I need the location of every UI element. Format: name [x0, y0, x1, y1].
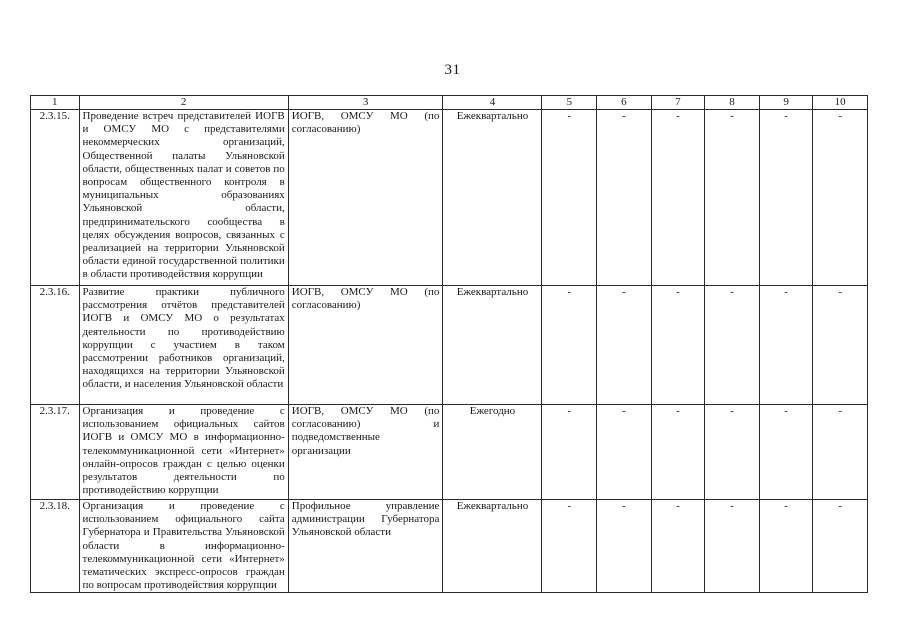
executor: ИОГВ, ОМСУ МО (по согласованию): [288, 286, 443, 405]
value-cell: -: [597, 110, 652, 286]
value-cell: -: [759, 110, 813, 286]
table-row: [31, 500, 868, 593]
value-cell: -: [597, 500, 652, 593]
value-cell: -: [651, 405, 705, 500]
header-row: [31, 96, 868, 110]
value-cell: -: [651, 500, 705, 593]
value-cell: -: [542, 500, 597, 593]
column-header: 6: [597, 96, 652, 110]
value-cell: -: [597, 286, 652, 405]
value-cell: -: [542, 405, 597, 500]
column-header: 3: [288, 96, 443, 110]
column-header: 5: [542, 96, 597, 110]
executor: Профильное управление администрации Губернатора Ульяновской области: [288, 500, 443, 593]
value-cell: -: [813, 110, 868, 286]
period: Ежеквартально: [443, 500, 542, 593]
value-cell: -: [759, 286, 813, 405]
column-header: 7: [651, 96, 705, 110]
item-number: 2.3.15.: [31, 110, 80, 286]
value-cell: -: [705, 286, 760, 405]
value-cell: -: [651, 286, 705, 405]
value-cell: -: [813, 500, 868, 593]
value-cell: -: [705, 405, 760, 500]
value-cell: -: [759, 500, 813, 593]
action-description: Развитие практики публичного рассмотрения отчётов представителей ИОГВ и ОМСУ МО о результатах деятельности по противодействию коррупции с участием в таком рассмотрении работников организаций, находящихся на территории Ульяновской области, и населения Ульяновской области: [79, 286, 288, 405]
value-cell: -: [759, 405, 813, 500]
value-cell: -: [705, 500, 760, 593]
value-cell: -: [542, 110, 597, 286]
column-header: 2: [79, 96, 288, 110]
table-row: [31, 286, 868, 405]
column-header: 8: [705, 96, 760, 110]
item-number: 2.3.16.: [31, 286, 80, 405]
action-description: Организация и проведение с использованием официальных сайтов ИОГВ и ОМСУ МО в информационно-телекоммуникационной сети «Интернет» онлайн-опросов граждан с целью оценки результатов деятельности по противодействию коррупции: [79, 405, 288, 500]
page-number: 31: [444, 62, 461, 78]
table-row: [31, 405, 868, 500]
executor: ИОГВ, ОМСУ МО (по согласованию): [288, 110, 443, 286]
period: Ежеквартально: [443, 110, 542, 286]
value-cell: -: [651, 110, 705, 286]
value-cell: -: [542, 286, 597, 405]
value-cell: -: [813, 286, 868, 405]
column-header: 10: [813, 96, 868, 110]
value-cell: -: [597, 405, 652, 500]
action-description: Организация и проведение с использованием официального сайта Губернатора и Правительства Ульяновской области в информационно-телекоммуникационной сети «Интернет» тематических экспресс-опросов граждан по вопросам противодействия коррупции: [79, 500, 288, 593]
column-header: 4: [443, 96, 542, 110]
table-row: [31, 110, 868, 286]
column-header: 1: [31, 96, 80, 110]
period: Ежегодно: [443, 405, 542, 500]
activity-table: [30, 95, 868, 593]
value-cell: -: [813, 405, 868, 500]
item-number: 2.3.18.: [31, 500, 80, 593]
item-number: 2.3.17.: [31, 405, 80, 500]
period: Ежеквартально: [443, 286, 542, 405]
value-cell: -: [705, 110, 760, 286]
column-header: 9: [759, 96, 813, 110]
executor: ИОГВ, ОМСУ МО (по согласованию) и подведомственные организации: [288, 405, 443, 500]
action-description: Проведение встреч представителей ИОГВ и ОМСУ МО с представителями некоммерческих организаций, Общественной палаты Ульяновской области, общественных палат и советов по вопросам общественного контроля в муниципальных образованиях Ульяновской области, предпринимательского сообщества в целях обсуждения вопросов, связанных с реализацией на территории Ульяновской области единой государственной политики в области противодействия коррупции: [79, 110, 288, 286]
